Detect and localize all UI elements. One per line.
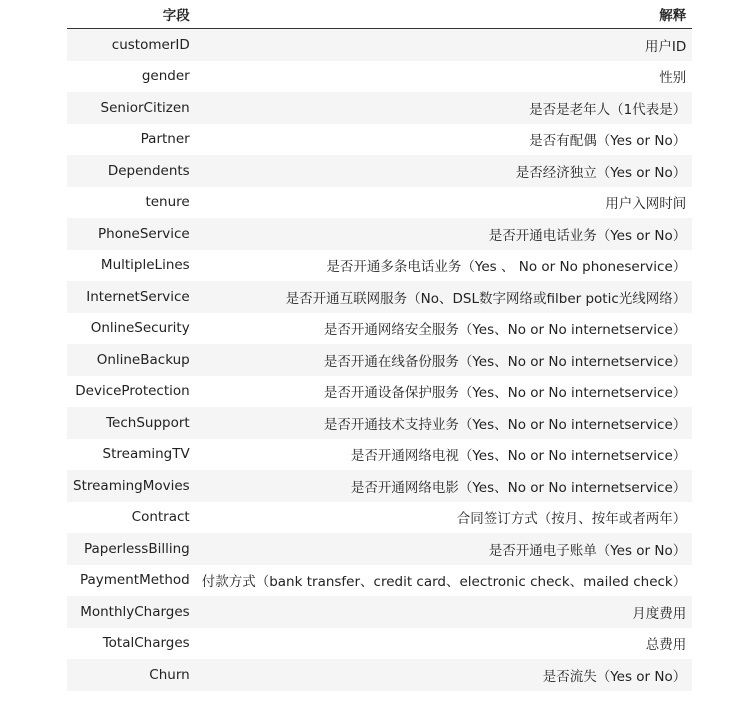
field-name: gender	[141, 68, 190, 85]
table-header-row	[67, 0, 692, 29]
field-description: 是否开通电话业务（Yes or No）	[196, 218, 693, 250]
table-row	[67, 565, 692, 597]
field-name: Dependents	[67, 155, 196, 187]
field-description: 是否开通网络电视（Yes、No or No internetservice）	[350, 448, 687, 465]
field-name: OnlineBackup	[67, 344, 196, 376]
field-name: TotalCharges	[102, 635, 190, 652]
table-row	[67, 376, 692, 408]
table-row	[67, 218, 692, 250]
field-description-table	[67, 0, 692, 691]
field-description: 用户ID	[196, 29, 693, 61]
field-name: customerID	[67, 29, 196, 61]
table-row	[67, 533, 692, 565]
field-description: 是否开通网络电影（Yes、No or No internetservice）	[196, 470, 693, 502]
table-row	[67, 502, 692, 534]
field-description: 性别	[659, 70, 687, 87]
header-field: 字段	[67, 0, 196, 29]
field-description: 合同签订方式（按月、按年或者两年）	[456, 511, 687, 528]
table-row	[67, 470, 692, 502]
field-name: OnlineSecurity	[90, 320, 190, 337]
field-description: 是否流失（Yes or No）	[196, 659, 693, 691]
field-name: StreamingMovies	[67, 470, 196, 502]
field-description: 总费用	[645, 637, 687, 654]
field-description: 是否开通电子账单（Yes or No）	[196, 533, 693, 565]
table-row	[67, 439, 692, 471]
table-row	[67, 628, 692, 660]
table-row	[67, 187, 692, 219]
field-name: PaymentMethod	[79, 572, 190, 589]
field-description: 是否开通技术支持业务（Yes、No or No internetservice）	[196, 407, 693, 439]
field-description: 是否开通多条电话业务（Yes 、 No or No phoneservice）	[326, 259, 687, 276]
table-row	[67, 313, 692, 345]
field-name: TechSupport	[67, 407, 196, 439]
field-description: 是否经济独立（Yes or No）	[196, 155, 693, 187]
field-description: 是否开通设备保护服务（Yes、No or No internetservice）	[323, 385, 687, 402]
header-description: 解释	[196, 0, 693, 29]
field-description: 是否开通网络安全服务（Yes、No or No internetservice）	[323, 322, 687, 339]
field-name: MultipleLines	[100, 257, 190, 274]
field-description: 付款方式（bank transfer、credit card、electronic check、mailed check）	[201, 574, 687, 591]
table-row	[67, 250, 692, 282]
field-name: MonthlyCharges	[67, 596, 196, 628]
field-description: 是否是老年人（1代表是）	[196, 92, 693, 124]
table-row	[67, 344, 692, 376]
field-description: 是否开通在线备份服务（Yes、No or No internetservice）	[196, 344, 693, 376]
field-name: DeviceProtection	[75, 383, 190, 400]
field-description: 用户入网时间	[605, 196, 687, 213]
field-name: SeniorCitizen	[67, 92, 196, 124]
table-row	[67, 659, 692, 691]
table-row	[67, 29, 692, 61]
field-name: PaperlessBilling	[67, 533, 196, 565]
field-name: Churn	[67, 659, 196, 691]
field-name: StreamingTV	[102, 446, 190, 463]
table-row	[67, 92, 692, 124]
table-row	[67, 124, 692, 156]
table-row	[67, 61, 692, 93]
table-row	[67, 407, 692, 439]
table-row	[67, 596, 692, 628]
field-name: PhoneService	[67, 218, 196, 250]
field-name: Partner	[140, 131, 190, 148]
field-name: tenure	[145, 194, 190, 211]
field-name: Contract	[131, 509, 190, 526]
field-name: InternetService	[67, 281, 196, 313]
table-row	[67, 155, 692, 187]
field-description: 月度费用	[196, 596, 693, 628]
field-description: 是否开通互联网服务（No、DSL数字网络或filber potic光线网络）	[196, 281, 693, 313]
field-description: 是否有配偶（Yes or No）	[529, 133, 687, 150]
table-row	[67, 281, 692, 313]
